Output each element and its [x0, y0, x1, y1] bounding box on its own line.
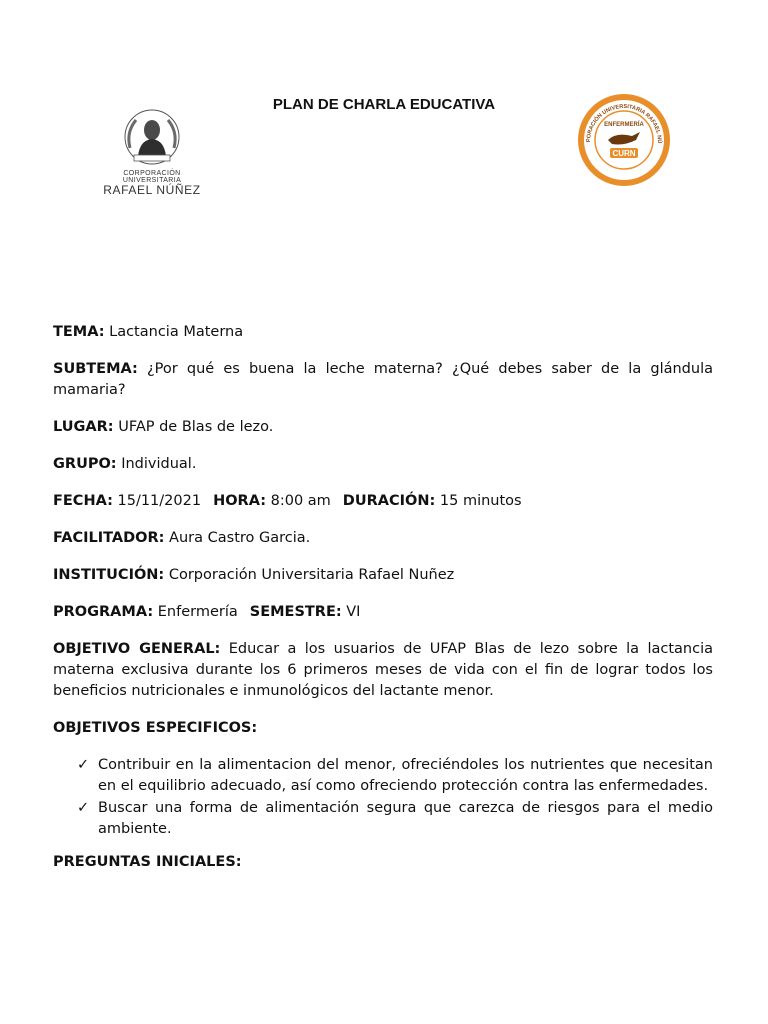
- fecha-value: 15/11/2021: [112, 493, 202, 509]
- preguntas-iniciales-label: PREGUNTAS INICIALES:: [53, 854, 242, 870]
- subtema-value: ¿Por qué es buena la leche materna? ¿Qué debes saber de la glándula mamaria?: [53, 361, 713, 398]
- lugar-value: UFAP de Blas de lezo.: [113, 419, 274, 435]
- checkmark-icon: ✓: [77, 757, 90, 773]
- checkmark-icon: ✓: [77, 800, 90, 816]
- objetivos-especificos-list: [77, 755, 713, 840]
- fecha-label: FECHA:: [53, 493, 113, 509]
- hora-value: 8:00 am: [266, 493, 331, 509]
- curn-university-logo: [96, 108, 208, 200]
- enfermeria-curn-seal: [576, 92, 672, 188]
- field-grupo: [53, 454, 713, 475]
- semestre-value: VI: [341, 604, 361, 620]
- duracion-value: 15 minutos: [435, 493, 522, 509]
- document-body: [53, 322, 713, 889]
- objetivo-general-label: OBJETIVO GENERAL:: [53, 641, 221, 657]
- page-title: PLAN DE CHARLA EDUCATIVA: [272, 96, 496, 113]
- list-item: [77, 798, 713, 840]
- tema-value: Lactancia Materna: [104, 324, 244, 340]
- institucion-value: Corporación Universitaria Rafael Nuñez: [164, 567, 455, 583]
- portrait-emblem-icon: [120, 108, 184, 166]
- field-tema: [53, 322, 713, 343]
- field-institucion: [53, 565, 713, 586]
- field-preguntas-iniciales: [53, 852, 713, 873]
- list-item-text: Buscar una forma de alimentación segura que carezca de riesgos para el medio ambiente.: [98, 800, 713, 837]
- objetivo-general-value: Educar a los usuarios de UFAP Blas de lezo sobre la lactancia materna exclusiva durante los 6 primeros meses de vida con el fin de lograr todos los beneficios nutricionales e inmunológicos del lactante menor.: [53, 641, 713, 699]
- hora-label: HORA:: [213, 493, 266, 509]
- field-fecha-hora-duracion: [53, 491, 713, 512]
- semestre-label: SEMESTRE:: [249, 604, 342, 620]
- logo-left-line1: CORPORACIÓN UNIVERSITARIA: [122, 170, 182, 184]
- grupo-label: GRUPO:: [53, 456, 117, 472]
- grupo-value: Individual.: [116, 456, 197, 472]
- field-lugar: [53, 417, 713, 438]
- objetivos-especificos-label: OBJETIVOS ESPECIFICOS:: [53, 720, 258, 736]
- seal-top-text: ENFERMERÍA: [604, 122, 644, 128]
- field-objetivo-general: [53, 639, 713, 702]
- field-programa-semestre: [53, 602, 713, 623]
- list-item: [77, 755, 713, 797]
- seal-ring-text: PORACIÓN UNIVERSITARIA RAFAEL NÚ: [585, 103, 663, 144]
- field-objetivos-especificos: [53, 718, 713, 739]
- field-subtema: [53, 359, 713, 401]
- tema-label: TEMA:: [53, 324, 105, 340]
- programa-label: PROGRAMA:: [53, 604, 154, 620]
- duracion-label: DURACIÓN:: [342, 493, 436, 509]
- programa-value: Enfermería: [153, 604, 238, 620]
- facilitador-label: FACILITADOR:: [53, 530, 165, 546]
- list-item-text: Contribuir en la alimentacion del menor, ofreciéndoles los nutrientes que necesitan en el equilibrio adecuado, así como ofreciendo protección contra las enfermedades.: [98, 757, 713, 794]
- field-facilitador: [53, 528, 713, 549]
- logo-left-line2: RAFAEL NÚÑEZ: [103, 183, 201, 197]
- seal-badge-text: CURN: [612, 149, 636, 158]
- subtema-label: SUBTEMA:: [53, 361, 138, 377]
- facilitador-value: Aura Castro Garcia.: [164, 530, 311, 546]
- lugar-label: LUGAR:: [53, 419, 114, 435]
- institucion-label: INSTITUCIÓN:: [53, 567, 165, 583]
